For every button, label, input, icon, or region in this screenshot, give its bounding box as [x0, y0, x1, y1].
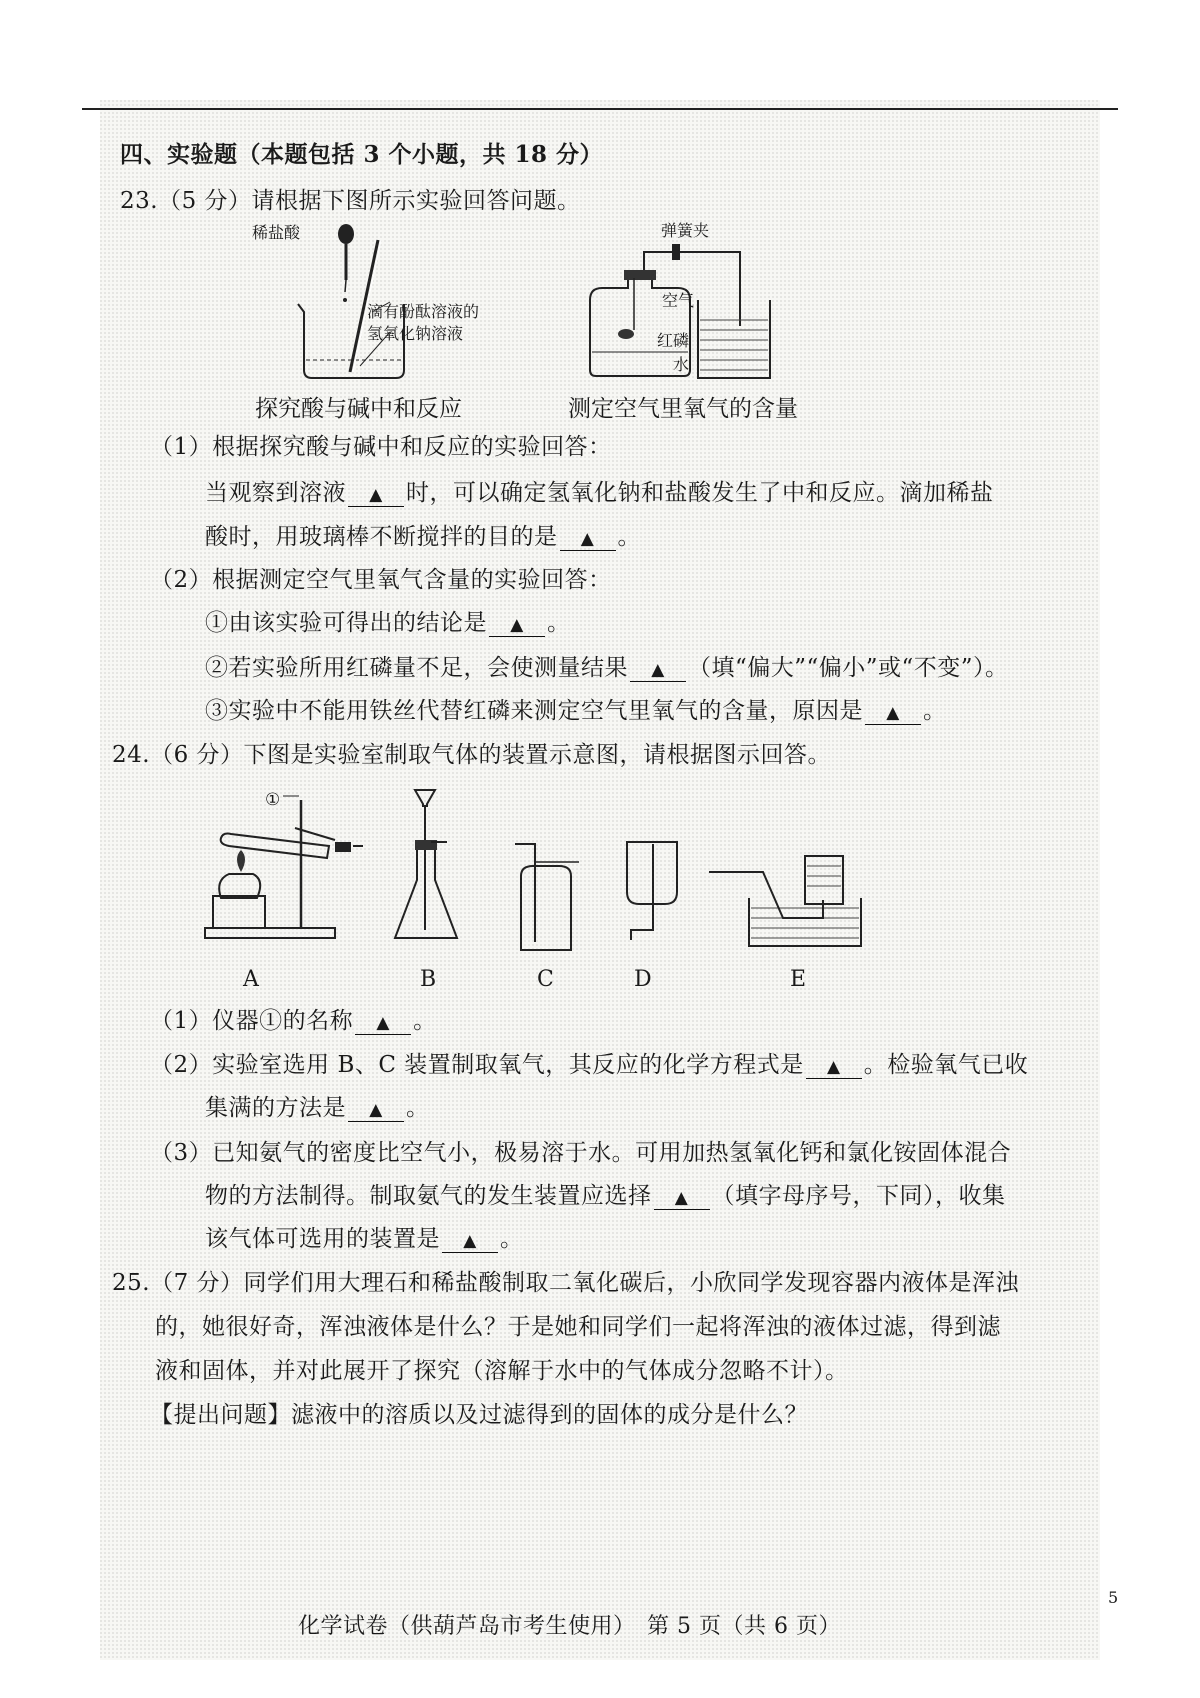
letter-C: C: [537, 967, 554, 992]
caption-neutralization: 探究酸与碱中和反应: [255, 396, 462, 422]
q24-heading: 24.（6 分）下图是实验室制取气体的装置示意图，请根据图示回答。: [112, 742, 832, 768]
answer-blank[interactable]: ▲: [355, 1012, 411, 1035]
letter-D: D: [634, 967, 652, 992]
top-rule: [82, 108, 1118, 110]
label-dilute-hcl: 稀盐酸: [252, 223, 301, 242]
answer-blank[interactable]: ▲: [348, 1099, 404, 1122]
apparatus-E: [709, 856, 861, 946]
apparatus-C: [515, 844, 579, 950]
q23-part1-line2: 酸时，用玻璃棒不断搅拌的目的是 ▲ 。: [205, 524, 641, 550]
answer-blank[interactable]: ▲: [630, 659, 686, 682]
q23-part2-b: ②若实验所用红磷量不足，会使测量结果 ▲ （填“偏大”“偏小”或“不变”）。: [205, 655, 1009, 681]
letter-B: B: [420, 967, 437, 992]
q25-line1: 25.（7 分）同学们用大理石和稀盐酸制取二氧化碳后，小欣同学发现容器内液体是浑浊: [112, 1270, 1020, 1296]
q24-part2-line2: 集满的方法是 ▲ 。: [205, 1095, 430, 1121]
q25-line2: 的，她很好奇，浑浊液体是什么？于是她和同学们一起将浑浊的液体过滤，得到滤: [155, 1314, 1001, 1340]
page-number: 5: [1108, 1588, 1119, 1607]
q23-part1: （1）根据探究酸与碱中和反应的实验回答：: [150, 434, 612, 460]
label-spring-clamp: 弹簧夹: [661, 221, 710, 240]
page-footer: 化学试卷（供葫芦岛市考生使用） 第 5 页（共 6 页）: [298, 1614, 841, 1639]
apparatus-D: [627, 842, 677, 940]
water-beaker: [698, 300, 770, 378]
answer-blank[interactable]: ▲: [348, 484, 404, 507]
q24-part3: （3）已知氨气的密度比空气小，极易溶于水。可用加热氢氧化钙和氯化铵固体混合: [150, 1140, 1012, 1166]
gas-apparatus-figure: [195, 780, 895, 960]
answer-blank[interactable]: ▲: [442, 1230, 498, 1253]
q23-part2: （2）根据测定空气里氧气含量的实验回答：: [150, 567, 612, 593]
q24-part2: （2）实验室选用 B、C 装置制取氧气，其反应的化学方程式是 ▲ 。检验氧气已收: [150, 1052, 1029, 1078]
drop: [343, 298, 347, 302]
label-phenolphthalein-2: 氢氧化钠溶液: [367, 324, 464, 343]
label-red-phosphorus: 红磷: [657, 331, 690, 350]
label-phenolphthalein-1: 滴有酚酞溶液的: [367, 302, 480, 321]
q23-part1-line1: 当观察到溶液 ▲ 时，可以确定氢氧化钠和盐酸发生了中和反应。滴加稀盐: [205, 480, 994, 506]
q23-part2-c: ③实验中不能用铁丝代替红磷来测定空气里氧气的含量，原因是 ▲ 。: [205, 698, 947, 724]
q23-part2-a: ①由该实验可得出的结论是 ▲ 。: [205, 610, 571, 636]
q24-part3-line3: 该气体可选用的装置是 ▲ 。: [205, 1226, 524, 1252]
answer-blank[interactable]: ▲: [489, 614, 545, 637]
apparatus-A: [205, 796, 363, 938]
answer-blank[interactable]: ▲: [865, 702, 921, 725]
letter-A: A: [243, 967, 259, 992]
q25-line4: 【提出问题】滤液中的溶质以及过滤得到的固体的成分是什么？: [150, 1402, 808, 1428]
answer-blank[interactable]: ▲: [654, 1187, 710, 1210]
q24-part3-line2: 物的方法制得。制取氨气的发生装置应选择 ▲ （填字母序号，下同），收集: [205, 1183, 1006, 1209]
answer-blank[interactable]: ▲: [806, 1056, 862, 1079]
q25-line3: 液和固体，并对此展开了探究（溶解于水中的气体成分忽略不计）。: [155, 1358, 849, 1384]
stopper: [624, 270, 656, 280]
label-instrument-1: ①: [265, 790, 281, 810]
spring-clamp: [672, 244, 680, 260]
answer-blank[interactable]: ▲: [560, 528, 616, 551]
dropper-bulb: [338, 224, 354, 244]
section-title: 四、实验题（本题包括 3 个小题，共 18 分）: [120, 141, 604, 168]
q23-heading: 23.（5 分）请根据下图所示实验回答问题。: [120, 188, 581, 214]
label-air: 空气: [662, 291, 695, 310]
label-water: 水: [673, 355, 690, 374]
caption-oxygen-content: 测定空气里氧气的含量: [568, 396, 798, 422]
apparatus-B: [395, 790, 457, 938]
red-phosphorus: [618, 329, 634, 339]
q24-part1: （1）仪器①的名称 ▲ 。: [150, 1008, 437, 1034]
letter-E: E: [790, 967, 807, 992]
